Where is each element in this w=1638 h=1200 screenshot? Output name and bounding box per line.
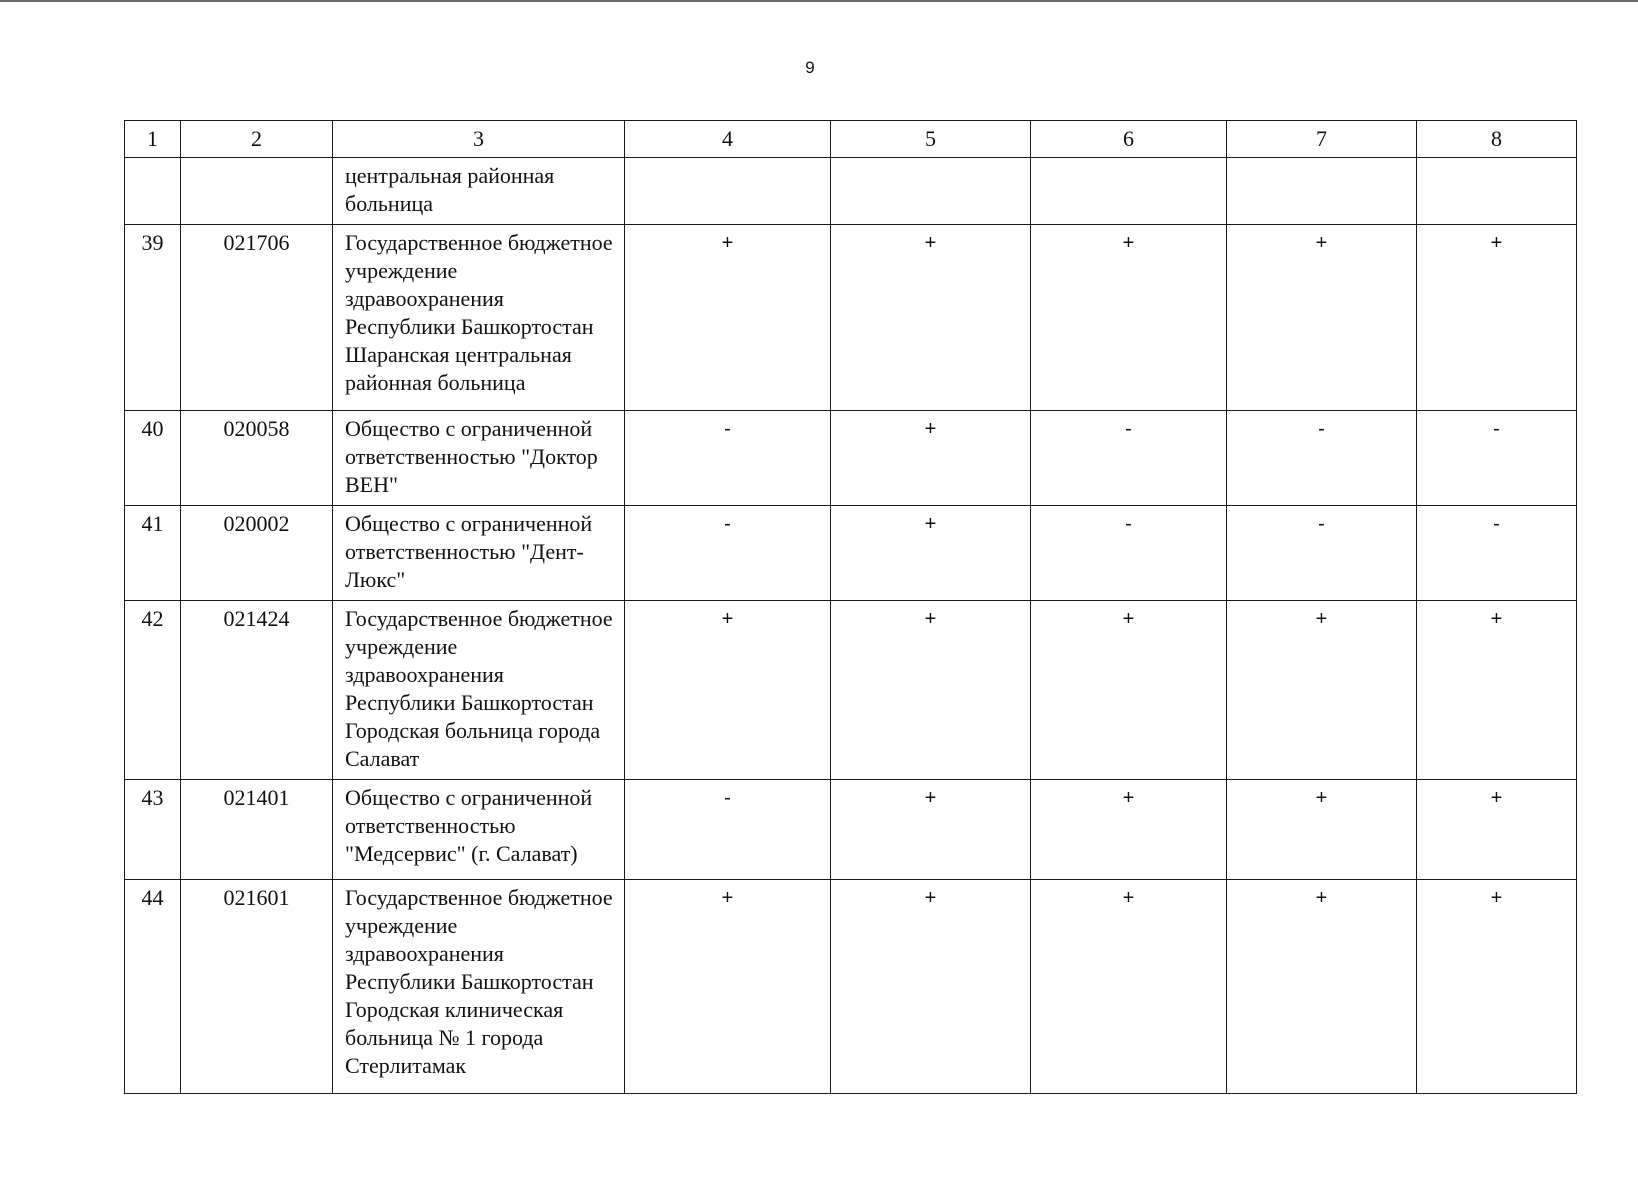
table-row (125, 506, 1577, 601)
page-number: 9 (805, 58, 815, 77)
mark-cell: + (831, 506, 1031, 601)
mark-cell: - (1031, 411, 1227, 506)
mark-cell: + (1417, 601, 1577, 780)
organization-name-cell: Государственное бюджетное учреждение здравоохранения Республики Башкортостан Городская клиническая больница № 1 города Стерлитамак (333, 880, 625, 1094)
row-code-cell: 021401 (181, 780, 333, 880)
organization-name-cell: Общество с ограниченной ответственностью "Дент-Люкс" (333, 506, 625, 601)
table-row (125, 601, 1577, 780)
mark-cell: + (1417, 225, 1577, 411)
row-number-cell: 41 (125, 506, 181, 601)
mark-cell (1417, 158, 1577, 225)
mark-cell: + (831, 780, 1031, 880)
mark-cell: - (1227, 411, 1417, 506)
organization-name-cell: Общество с ограниченной ответственностью "Медсервис" (г. Салават) (333, 780, 625, 880)
row-number-cell: 42 (125, 601, 181, 780)
mark-cell: + (1031, 601, 1227, 780)
mark-cell: + (831, 411, 1031, 506)
row-code-cell: 021424 (181, 601, 333, 780)
row-code-cell: 020002 (181, 506, 333, 601)
table-row (125, 880, 1577, 1094)
mark-cell: + (625, 880, 831, 1094)
mark-cell: + (1227, 880, 1417, 1094)
table-row (125, 780, 1577, 880)
mark-cell: - (1417, 506, 1577, 601)
mark-cell: + (1417, 880, 1577, 1094)
registry-table (124, 120, 1577, 1094)
mark-cell (1227, 158, 1417, 225)
mark-cell: + (1031, 880, 1227, 1094)
mark-cell: - (1227, 506, 1417, 601)
mark-cell (625, 158, 831, 225)
row-number-cell: 39 (125, 225, 181, 411)
column-header: 6 (1031, 121, 1227, 158)
row-code-cell: 020058 (181, 411, 333, 506)
row-code-cell (181, 158, 333, 225)
mark-cell: + (625, 225, 831, 411)
table-header-row (125, 121, 1577, 158)
row-code-cell: 021706 (181, 225, 333, 411)
organization-name-cell: Государственное бюджетное учреждение здравоохранения Республики Башкортостан Шаранская центральная районная больница (333, 225, 625, 411)
mark-cell: + (1031, 225, 1227, 411)
mark-cell: + (1227, 225, 1417, 411)
mark-cell: + (1417, 780, 1577, 880)
mark-cell: + (1227, 780, 1417, 880)
mark-cell: - (625, 506, 831, 601)
table-row (125, 411, 1577, 506)
mark-cell: + (831, 880, 1031, 1094)
mark-cell: - (625, 411, 831, 506)
mark-cell (1031, 158, 1227, 225)
column-header: 5 (831, 121, 1031, 158)
row-number-cell: 43 (125, 780, 181, 880)
mark-cell: - (625, 780, 831, 880)
row-number-cell: 44 (125, 880, 181, 1094)
mark-cell: - (1417, 411, 1577, 506)
row-number-cell (125, 158, 181, 225)
organization-name-cell: центральная районная больница (333, 158, 625, 225)
column-header: 1 (125, 121, 181, 158)
organization-name-cell: Государственное бюджетное учреждение здравоохранения Республики Башкортостан Городская больница города Салават (333, 601, 625, 780)
table-row-continuation (125, 158, 1577, 225)
row-code-cell: 021601 (181, 880, 333, 1094)
page-top-rule (0, 0, 1638, 2)
mark-cell: + (625, 601, 831, 780)
column-header: 2 (181, 121, 333, 158)
column-header: 8 (1417, 121, 1577, 158)
row-number-cell: 40 (125, 411, 181, 506)
mark-cell (831, 158, 1031, 225)
column-header: 7 (1227, 121, 1417, 158)
mark-cell: + (1031, 780, 1227, 880)
mark-cell: + (831, 225, 1031, 411)
organization-name-cell: Общество с ограниченной ответственностью "Доктор ВЕН" (333, 411, 625, 506)
table-row (125, 225, 1577, 411)
mark-cell: + (831, 601, 1031, 780)
mark-cell: + (1227, 601, 1417, 780)
mark-cell: - (1031, 506, 1227, 601)
column-header: 4 (625, 121, 831, 158)
column-header: 3 (333, 121, 625, 158)
